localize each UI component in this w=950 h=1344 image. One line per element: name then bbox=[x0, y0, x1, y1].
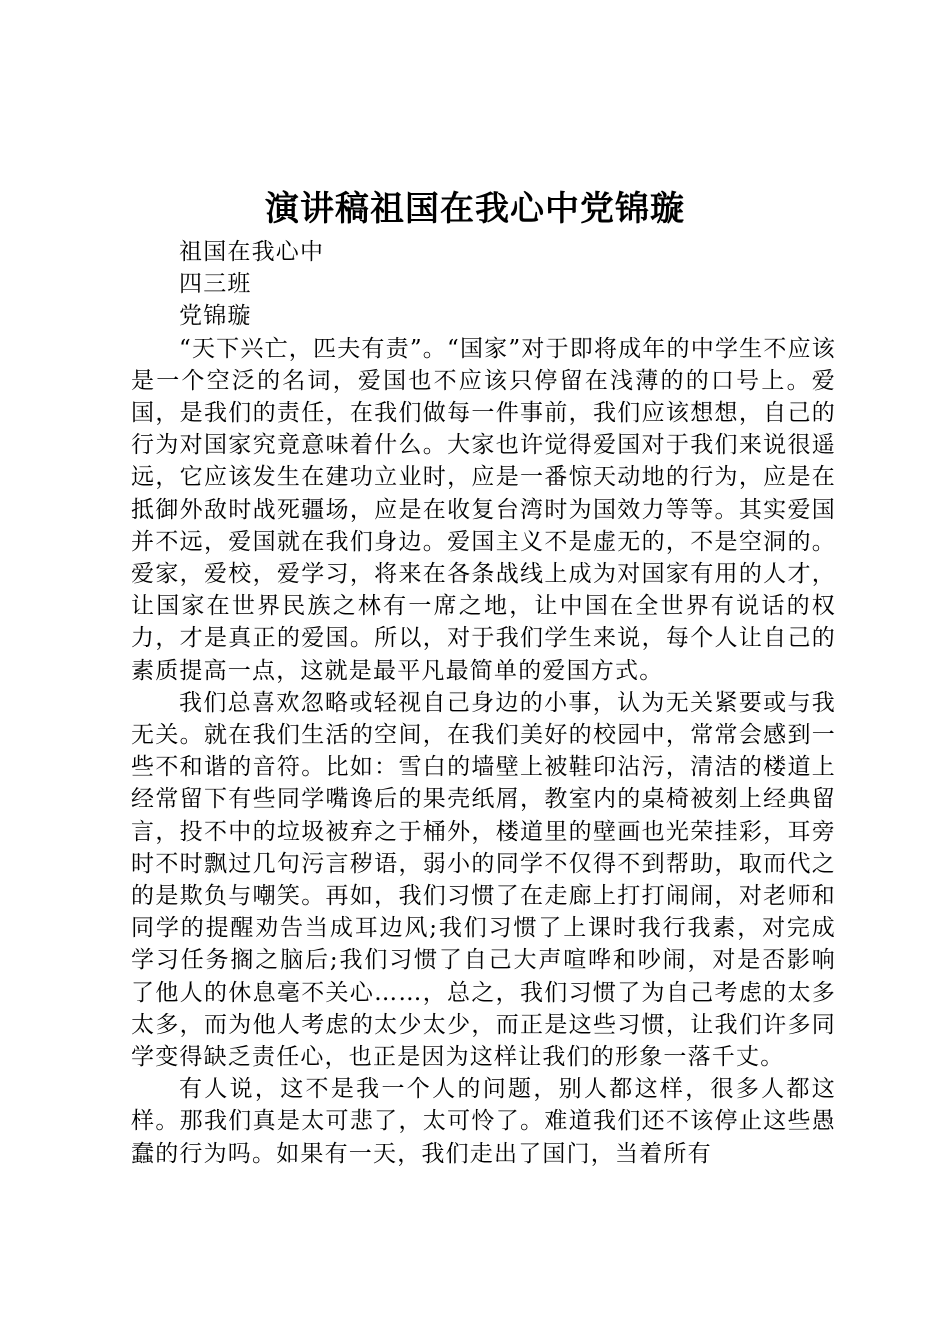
class-line: 四三班 bbox=[179, 271, 252, 298]
document-title: 演讲稿祖国在我心中党锦璇 bbox=[265, 189, 685, 229]
subtitle-line: 祖国在我心中 bbox=[179, 239, 325, 265]
paragraph: 有人说，这不是我一个人的问题，别人都这样，很多人都这样。那我们真是太可悲了，太可怜了。难道我们还不该停止这些愚蠢的行为吗。如果有一天，我们走出了国门，当着所有 bbox=[131, 1076, 836, 1167]
document-body bbox=[131, 236, 836, 1170]
paragraph: “天下兴亡，匹夫有责”。“国家”对于即将成年的中学生不应该是一个空泛的名词，爱国也不应该只停留在浅薄的的口号上。爱国，是我们的责任，在我们做每一件事前，我们应该想想，自己的行为对国家究竟意味着什么。大家也许觉得爱国对于我们来说很遥远，它应该发生在建功立业时，应是一番惊天动地的行为，应是在抵御外敌时战死疆场，应是在收复台湾时为国效力等等。其实爱国并不远，爱国就在我们身边。爱国主义不是虚无的，不是空洞的。爱家，爱校，爱学习，将来在各条战线上成为对国家有用的人才，让国家在世界民族之林有一席之地，让中国在全世界有说话的权力，才是真正的爱国。所以，对于我们学生来说，每个人让自己的素质提高一点，这就是最平凡最简单的爱国方式。 bbox=[131, 335, 836, 684]
paragraph: 我们总喜欢忽略或轻视自己身边的小事，认为无关紧要或与我无关。就在我们生活的空间，在我们美好的校园中，常常会感到一些不和谐的音符。比如：雪白的墙壁上被鞋印沾污，清洁的楼道上经常留下有些同学嘴谗后的果壳纸屑，教室内的桌椅被刻上经典留言，投不中的垃圾被弃之于桶外，楼道里的壁画也光荣挂彩，耳旁时不时飘过几句污言秽语，弱小的同学不仅得不到帮助，取而代之的是欺负与嘲笑。再如，我们习惯了在走廊上打打闹闹，对老师和同学的提醒劝告当成耳边风;我们习惯了上课时我行我素，对完成学习任务搁之脑后;我们习惯了自己大声喧哗和吵闹，对是否影响了他人的休息毫不关心……，总之，我们习惯了为自己考虑的太多太多，而为他人考虑的太少太少，而正是这些习惯，让我们许多同学变得缺乏责任心，也正是因为这样让我们的形象一落千丈。 bbox=[131, 689, 836, 1071]
author-line: 党锦璇 bbox=[179, 303, 252, 330]
